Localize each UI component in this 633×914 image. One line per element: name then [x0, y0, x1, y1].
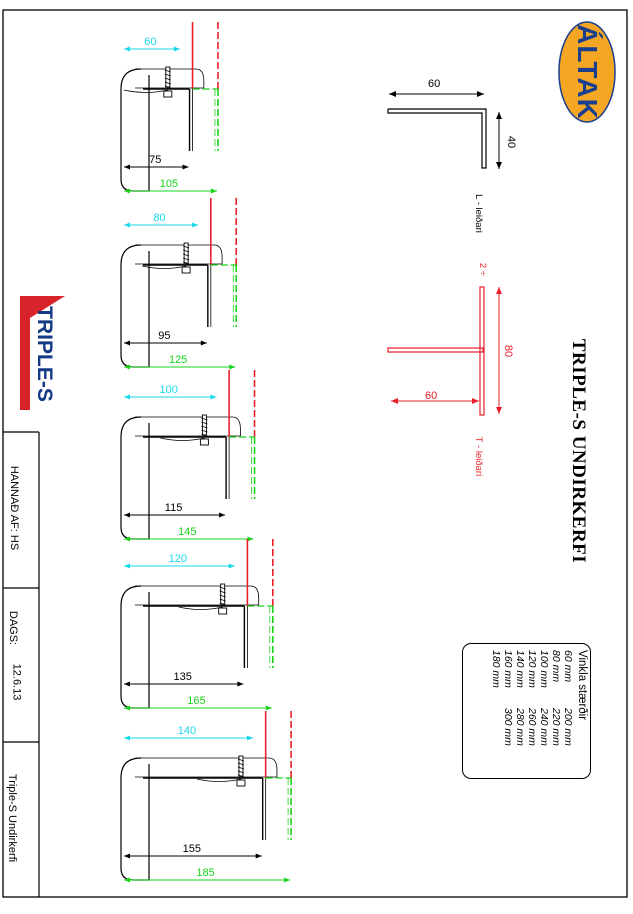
altak-logo — [556, 18, 618, 126]
bracket-detail — [121, 370, 255, 542]
angle-size-row — [490, 650, 502, 770]
t-profile-width-label: 60 — [425, 390, 438, 402]
anchor-nut — [200, 439, 208, 445]
angle-size-row — [514, 650, 526, 770]
angle-size-value: 280 mm — [514, 708, 526, 746]
dimension-label: 60 — [144, 36, 157, 48]
date-value: 12.6.13 — [10, 663, 23, 701]
bracket-detail — [121, 22, 218, 194]
wall-section — [121, 245, 149, 367]
t-profile-height-label: 80 — [502, 344, 515, 358]
triple-s-logo-text: TRIPLE-S — [32, 306, 56, 402]
thermal-pad — [124, 90, 168, 93]
dimension-label: 95 — [158, 330, 171, 342]
altak-logo-text: ÁLTAK — [572, 24, 603, 120]
wall-section — [121, 586, 149, 708]
angle-size-value: 240 mm — [538, 708, 550, 746]
l-profile-label: L - leiðari — [472, 194, 484, 233]
l-profile-height-label: 40 — [505, 135, 518, 149]
dimension-label: 100 — [159, 384, 178, 396]
dimension-label: 80 — [153, 212, 166, 224]
profile-between-label: 2 ÷ — [477, 262, 489, 277]
angle-sizes-table — [462, 643, 591, 779]
angle-size-value: 200 mm — [562, 708, 574, 746]
t-profile — [388, 287, 502, 415]
angle-sizes-heading: Vinkla stærðir — [576, 650, 588, 721]
l-profile-width-label: 60 — [428, 78, 441, 90]
l-profile — [388, 91, 502, 169]
angle-size-value: 120 mm — [526, 650, 538, 688]
dimension-label: 185 — [196, 867, 215, 879]
dimension-label: 165 — [187, 695, 206, 707]
date-label: DAGS: — [7, 610, 20, 646]
dimension-label: 105 — [159, 178, 179, 190]
drawing-name: Triple-S Undirkerfi — [6, 773, 19, 863]
angle-size-value: 140 mm — [514, 650, 526, 688]
angle-size-value: 160 mm — [502, 650, 514, 688]
angle-size-value: 180 mm — [490, 650, 502, 688]
designer-label: HANNAÐ AF: HS — [8, 465, 21, 551]
dimension-label: 135 — [173, 671, 192, 683]
wall-outline — [135, 586, 259, 605]
angle-size-value: 100 mm — [538, 650, 550, 688]
anchor-bolt — [221, 584, 225, 604]
drawing-title: TRIPLE-S UNDIRKERFI — [568, 338, 590, 564]
bracket-detail — [121, 711, 291, 883]
angle-size-row — [538, 650, 550, 770]
dimension-label: 125 — [168, 354, 188, 366]
wall-outline — [135, 758, 277, 777]
dimension-label: 140 — [177, 725, 197, 737]
thermal-pad — [197, 779, 241, 782]
angle-size-value: 220 mm — [550, 708, 562, 746]
bracket-detail — [121, 198, 236, 370]
anchor-bolt — [184, 243, 188, 263]
dimension-label: 120 — [168, 553, 188, 565]
anchor-bolt — [202, 415, 206, 435]
anchor-nut — [219, 608, 227, 614]
bracket-detail — [121, 539, 273, 711]
angle-size-value: 260 mm — [526, 708, 538, 746]
thermal-pad — [160, 438, 204, 441]
angle-size-row — [526, 650, 538, 770]
angle-size-value: 300 mm — [502, 708, 514, 746]
t-profile-label: T - leiðari — [473, 436, 485, 477]
anchor-bolt — [166, 67, 170, 87]
bracket-details — [121, 22, 291, 883]
angle-size-row — [550, 650, 562, 770]
wall-outline — [135, 417, 240, 436]
anchor-nut — [237, 780, 245, 786]
angle-size-value: 60 mm — [562, 650, 574, 683]
thermal-pad — [179, 607, 223, 610]
wall-section — [121, 69, 149, 191]
anchor-bolt — [239, 756, 243, 776]
anchor-nut — [182, 267, 190, 273]
wall-section — [121, 758, 149, 880]
dimension-label: 75 — [149, 154, 162, 166]
wall-section — [121, 417, 149, 539]
angle-size-row — [502, 650, 514, 770]
dimension-label: 115 — [164, 502, 183, 514]
dimension-label: 145 — [178, 526, 197, 538]
angle-size-row — [562, 650, 574, 770]
dimension-label: 155 — [182, 843, 202, 855]
angle-size-value: 80 mm — [550, 650, 562, 683]
anchor-nut — [164, 91, 172, 97]
wall-outline — [135, 245, 222, 264]
